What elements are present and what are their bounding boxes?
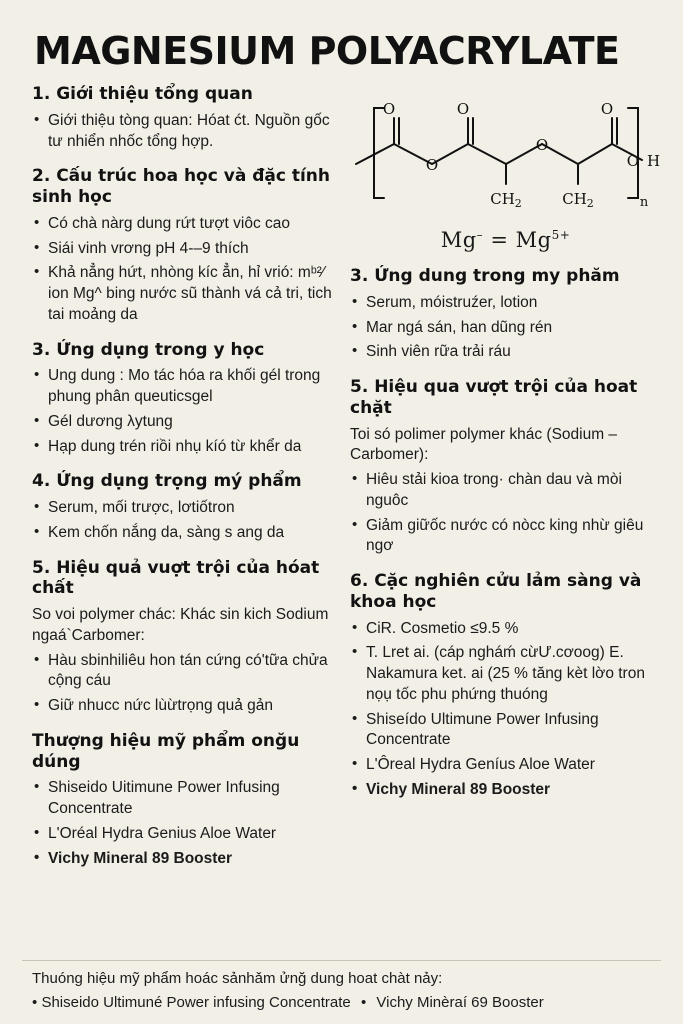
atom-label-oh: H [647,152,661,170]
ch2-label-right: $CH_2$ [562,190,594,210]
list-item: • L'Oréal Hydra Genius Aloe Water [32,824,332,845]
bullet-list-structure [32,214,332,326]
list-item: • Hạp dung trén riồi nhụ kíó từ khểr da [32,437,332,458]
list-item: • Serum, móistruźer, lotion [350,293,661,314]
list-item: • Giảm giữốc nước có nòcc king nhừ giêu ngơ [350,516,661,558]
list-item: • Kem chốn nắng da, sàng s ang da [32,523,332,544]
bullet-list-efficacy-right [350,470,661,557]
section-heading-efficacy: 5. Hiệu quả vuợt trội của hóat chất [32,557,320,599]
footer-lead-text: Thuóng hiệu mỹ phẩm hoác sảnhǎm ửnğ dung hoat chàt nảy: [32,970,443,987]
magnesium-formula [350,228,661,252]
chemical-structure-figure [350,86,661,252]
two-column-layout [22,84,661,873]
footer-bullet-icon: • [32,993,38,1011]
list-item: • Siái vinh vrơng pH 4-–9 thích [32,239,332,260]
section-heading-brands: Thượng hiệu mỹ phẩm onğu dúng [32,730,300,772]
list-item: • Ung dung : Mo tác hóa ra khối gél trong phung phân queuticsgel [32,366,332,408]
list-item: • Sinh viên rữa trải ráu [350,342,661,363]
formula-equals: = [490,228,509,252]
atom-label-o-of-oh: O [626,152,639,170]
section-heading-intro: 1. Giới thiệu tổng quan [32,84,253,104]
section-heading-medical: 3. Ứng dụng trong y học [32,339,265,360]
polymer-structure-icon [350,86,663,221]
list-item: • CiR. Cosmetio ≤9.5 % [350,619,661,640]
bullet-list-cosmetic-apps [350,293,661,363]
section-heading-cosmetics: 4. Ứng dụng trọng mý phẩm [32,471,302,492]
right-column [348,84,661,805]
section-heading-efficacy-right: 5. Hiệu qua vượt trội của hoat chặt [350,377,638,418]
left-column [22,84,332,873]
bullet-list-cosmetics [32,498,332,544]
footer [22,960,661,1012]
bullet-list-medical [32,366,332,457]
footer-separator-icon: • [360,993,367,1011]
bullet-list-clinical-studies [350,619,661,801]
atom-label-o: O [535,136,549,154]
list-item: • Có chà nàrg dung rứt tượt viôc cao [32,214,332,235]
bullet-list-intro [32,111,332,153]
list-item: • Gél dương λytung [32,412,332,433]
list-item: • Mar ngá sán, han dũng rén [350,318,661,339]
bullet-list-brands [32,778,332,869]
list-item: • Vichy Mineral 89 Booster [32,849,332,870]
repeat-unit-label: n [639,195,649,210]
atom-label-o: O [425,156,439,174]
formula-left: Mg [440,228,477,252]
formula-right-sup: 5+ [551,228,571,242]
list-item: • Giữ nhucc nức lùừtrọng quả gản [32,696,332,717]
list-item: • Shiseido Uitimune Power Infusing Concentrate [32,778,332,820]
page-title: MAGNESIUM POLYACRYLATE [34,29,620,73]
list-item: • Hàu sbinhiliêu hon tán cứng có'tữa chửa cộng cáu [32,651,332,693]
atom-label-o: O [600,100,614,118]
footer-item: Vichy Minèraí 69 Booster [376,993,544,1011]
list-item: • Serum, mối trược, lơtiốtron [32,498,332,519]
section-paragraph-efficacy: So voi polymer chác: Khác sin kich Sodium ngaá`Carbomer: [32,606,329,644]
atom-label-o: O [382,100,396,118]
list-item: • Shiseído Ultimune Power Infusing Concentrate [350,710,661,752]
formula-left-sup: – [476,228,484,242]
list-item: • Giới thiệu tòng quan: Hóat ćt. Nguồn gốc tư nhiển nhốc tổng hợp. [32,111,332,153]
list-item: • Hiêu stải kioa trong· chàn dau và mòi nguôc [350,470,661,512]
list-item: • T. Lret ai. (cáp ngháḿ cừƯ.cơoog) E. Nakamura ket. ai (25 % tăng kèt lờo tron nọụ tốc phu phứng thuóng [350,643,661,705]
section-paragraph-efficacy-right: Toi só polimer polymer khác (Sodium – Carbomer): [350,425,618,464]
footer-item: Shiseido Ultimuné Power infusing Concentrate [41,993,351,1011]
list-item: • Khả nẳng hứt, nhòng kíc ẳn, hỉ vrió: mᵇ²⁄ ion Mg^ bing nước sũ thành vá cả tri, tich tai moảng da [32,263,332,325]
bullet-list-efficacy [32,651,332,717]
section-heading-cosmetic-apps: 3. Ứng dung trong my phăm [350,266,620,286]
footer-divider [22,960,661,961]
formula-right: Mg [515,228,552,252]
atom-label-o: O [456,100,470,118]
list-item: • L'Ôreal Hydra Geníus Aloe Water [350,755,661,776]
footer-brand-list [32,993,661,1013]
list-item: • Vichy Mineral 89 Booster [350,780,661,801]
section-heading-clinical-studies: 6. Cặc nghiên cửu lảm sàng và khoa học [350,571,642,612]
ch2-label-left: $CH_2$ [490,190,522,210]
section-heading-structure: 2. Cấu trúc hoa học và đặc tính sinh học [32,166,330,207]
